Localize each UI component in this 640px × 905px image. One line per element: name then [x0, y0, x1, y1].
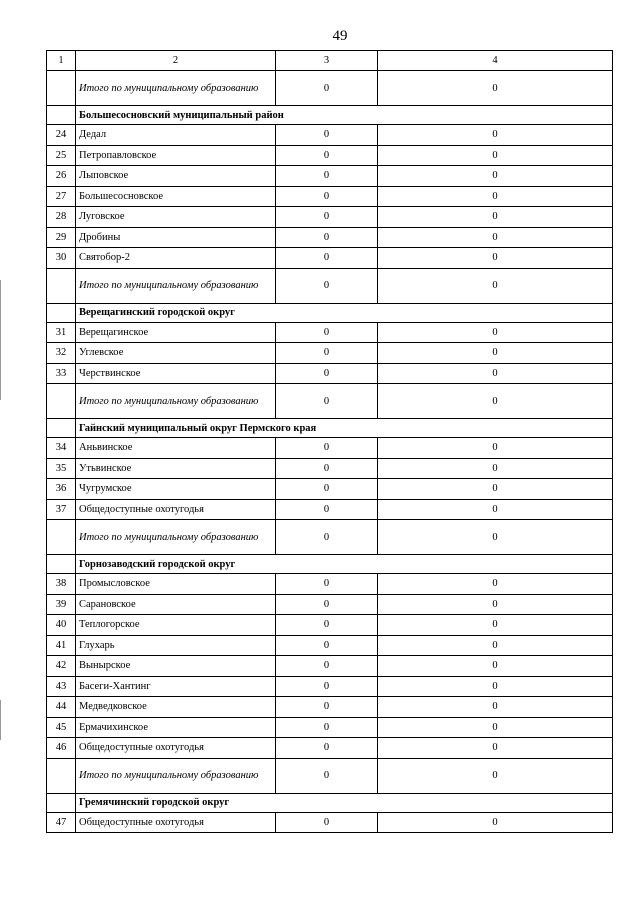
table-row	[47, 458, 613, 479]
section-row	[47, 793, 613, 812]
empty-cell	[47, 520, 76, 555]
col-3-value: 0	[276, 186, 378, 207]
col-4-value: 0	[378, 479, 613, 500]
col-4-value: 0	[378, 458, 613, 479]
col-3-value: 0	[276, 615, 378, 636]
col-3-value: 0	[276, 656, 378, 677]
subtotal-row	[47, 520, 613, 555]
col-4-value: 0	[378, 125, 613, 146]
subtotal-label: Итого по муниципальному образованию	[76, 268, 276, 303]
col-4-value: 0	[378, 322, 613, 343]
ground-name: Дробины	[76, 227, 276, 248]
table-row	[47, 656, 613, 677]
col-3-value: 0	[276, 145, 378, 166]
ground-name: Чугрумское	[76, 479, 276, 500]
ground-name: Углевское	[76, 343, 276, 364]
col-3-value: 0	[276, 227, 378, 248]
col-4-value: 0	[378, 343, 613, 364]
col-4-value: 0	[378, 520, 613, 555]
col-3-value: 0	[276, 166, 378, 187]
col-3-value: 0	[276, 697, 378, 718]
row-number: 33	[47, 363, 76, 384]
section-title: Гайнский муниципальный округ Пермского края	[76, 419, 613, 438]
table-body	[47, 51, 613, 833]
ground-name: Черствинское	[76, 363, 276, 384]
row-number: 42	[47, 656, 76, 677]
subtotal-label: Итого по муниципальному образованию	[76, 758, 276, 793]
col-4-value: 0	[378, 676, 613, 697]
section-title: Большесосновский муниципальный район	[76, 106, 613, 125]
ground-name: Ермачихинское	[76, 717, 276, 738]
row-number: 44	[47, 697, 76, 718]
subtotal-row	[47, 758, 613, 793]
row-number: 37	[47, 499, 76, 520]
section-title: Гремячинский городской округ	[76, 793, 613, 812]
table-row	[47, 697, 613, 718]
col-3-value: 0	[276, 322, 378, 343]
table-row	[47, 166, 613, 187]
scan-edge-mark	[0, 280, 1, 400]
table-row	[47, 343, 613, 364]
row-number: 43	[47, 676, 76, 697]
header-col-4: 4	[378, 51, 613, 71]
table-row	[47, 635, 613, 656]
col-3-value: 0	[276, 594, 378, 615]
col-3-value: 0	[276, 499, 378, 520]
header-row	[47, 51, 613, 71]
col-4-value: 0	[378, 363, 613, 384]
subtotal-row	[47, 71, 613, 106]
col-3-value: 0	[276, 635, 378, 656]
header-col-2: 2	[76, 51, 276, 71]
section-row	[47, 106, 613, 125]
row-number: 39	[47, 594, 76, 615]
empty-cell	[47, 384, 76, 419]
col-3-value: 0	[276, 207, 378, 228]
col-3-value: 0	[276, 758, 378, 793]
table-row	[47, 676, 613, 697]
section-title: Верещагинский городской округ	[76, 303, 613, 322]
table-row	[47, 479, 613, 500]
row-number: 28	[47, 207, 76, 228]
col-3-value: 0	[276, 458, 378, 479]
col-3-value: 0	[276, 268, 378, 303]
col-3-value: 0	[276, 384, 378, 419]
table-row	[47, 717, 613, 738]
ground-name: Сарановское	[76, 594, 276, 615]
ground-name: Утьвинское	[76, 458, 276, 479]
row-number: 35	[47, 458, 76, 479]
col-3-value: 0	[276, 574, 378, 595]
col-4-value: 0	[378, 186, 613, 207]
hunting-grounds-table	[46, 50, 613, 833]
col-3-value: 0	[276, 479, 378, 500]
empty-cell	[47, 758, 76, 793]
col-4-value: 0	[378, 71, 613, 106]
header-col-1: 1	[47, 51, 76, 71]
row-number: 34	[47, 438, 76, 459]
row-number: 47	[47, 812, 76, 833]
subtotal-row	[47, 268, 613, 303]
col-3-value: 0	[276, 676, 378, 697]
col-4-value: 0	[378, 594, 613, 615]
header-col-3: 3	[276, 51, 378, 71]
ground-name: Святобор-2	[76, 248, 276, 269]
row-number: 24	[47, 125, 76, 146]
ground-name: Аньвинское	[76, 438, 276, 459]
table-row	[47, 227, 613, 248]
table-row	[47, 363, 613, 384]
table-row	[47, 207, 613, 228]
table-row	[47, 574, 613, 595]
col-4-value: 0	[378, 615, 613, 636]
col-3-value: 0	[276, 520, 378, 555]
row-number: 45	[47, 717, 76, 738]
section-row	[47, 555, 613, 574]
col-3-value: 0	[276, 71, 378, 106]
col-4-value: 0	[378, 499, 613, 520]
col-4-value: 0	[378, 697, 613, 718]
ground-name: Дедал	[76, 125, 276, 146]
col-4-value: 0	[378, 207, 613, 228]
subtotal-label: Итого по муниципальному образованию	[76, 520, 276, 555]
table-row	[47, 615, 613, 636]
col-4-value: 0	[378, 635, 613, 656]
row-number: 36	[47, 479, 76, 500]
empty-cell	[47, 303, 76, 322]
row-number: 41	[47, 635, 76, 656]
ground-name: Басеги-Хантинг	[76, 676, 276, 697]
row-number: 40	[47, 615, 76, 636]
empty-cell	[47, 793, 76, 812]
row-number: 26	[47, 166, 76, 187]
ground-name: Теплогорское	[76, 615, 276, 636]
row-number: 30	[47, 248, 76, 269]
col-4-value: 0	[378, 758, 613, 793]
section-row	[47, 419, 613, 438]
col-3-value: 0	[276, 738, 378, 759]
empty-cell	[47, 106, 76, 125]
ground-name: Верещагинское	[76, 322, 276, 343]
row-number: 38	[47, 574, 76, 595]
table-row	[47, 594, 613, 615]
page-number: 49	[332, 28, 348, 44]
col-4-value: 0	[378, 166, 613, 187]
subtotal-row	[47, 384, 613, 419]
table-row	[47, 499, 613, 520]
subtotal-label: Итого по муниципальному образованию	[76, 384, 276, 419]
ground-name: Луговское	[76, 207, 276, 228]
col-4-value: 0	[378, 438, 613, 459]
col-4-value: 0	[378, 268, 613, 303]
ground-name: Вынырское	[76, 656, 276, 677]
row-number: 46	[47, 738, 76, 759]
scan-edge-mark	[0, 700, 1, 740]
empty-cell	[47, 268, 76, 303]
col-4-value: 0	[378, 384, 613, 419]
table-row	[47, 248, 613, 269]
subtotal-label: Итого по муниципальному образованию	[76, 71, 276, 106]
col-4-value: 0	[378, 145, 613, 166]
col-3-value: 0	[276, 343, 378, 364]
empty-cell	[47, 419, 76, 438]
col-3-value: 0	[276, 812, 378, 833]
ground-name: Общедоступные охотугодья	[76, 738, 276, 759]
ground-name: Общедоступные охотугодья	[76, 812, 276, 833]
ground-name: Глухарь	[76, 635, 276, 656]
table-row	[47, 738, 613, 759]
ground-name: Большесосновское	[76, 186, 276, 207]
row-number: 31	[47, 322, 76, 343]
empty-cell	[47, 71, 76, 106]
col-4-value: 0	[378, 227, 613, 248]
col-3-value: 0	[276, 248, 378, 269]
col-4-value: 0	[378, 574, 613, 595]
table-row	[47, 322, 613, 343]
section-row	[47, 303, 613, 322]
ground-name: Промысловское	[76, 574, 276, 595]
col-4-value: 0	[378, 812, 613, 833]
table-row	[47, 145, 613, 166]
col-4-value: 0	[378, 248, 613, 269]
col-4-value: 0	[378, 717, 613, 738]
ground-name: Лыповское	[76, 166, 276, 187]
table-row	[47, 186, 613, 207]
col-3-value: 0	[276, 125, 378, 146]
col-3-value: 0	[276, 363, 378, 384]
ground-name: Петропавловское	[76, 145, 276, 166]
table-row	[47, 812, 613, 833]
table-row	[47, 438, 613, 459]
col-4-value: 0	[378, 656, 613, 677]
section-title: Горнозаводский городской округ	[76, 555, 613, 574]
row-number: 27	[47, 186, 76, 207]
empty-cell	[47, 555, 76, 574]
row-number: 29	[47, 227, 76, 248]
col-3-value: 0	[276, 438, 378, 459]
ground-name: Медведковское	[76, 697, 276, 718]
col-3-value: 0	[276, 717, 378, 738]
row-number: 32	[47, 343, 76, 364]
row-number: 25	[47, 145, 76, 166]
table-row	[47, 125, 613, 146]
col-4-value: 0	[378, 738, 613, 759]
ground-name: Общедоступные охотугодья	[76, 499, 276, 520]
